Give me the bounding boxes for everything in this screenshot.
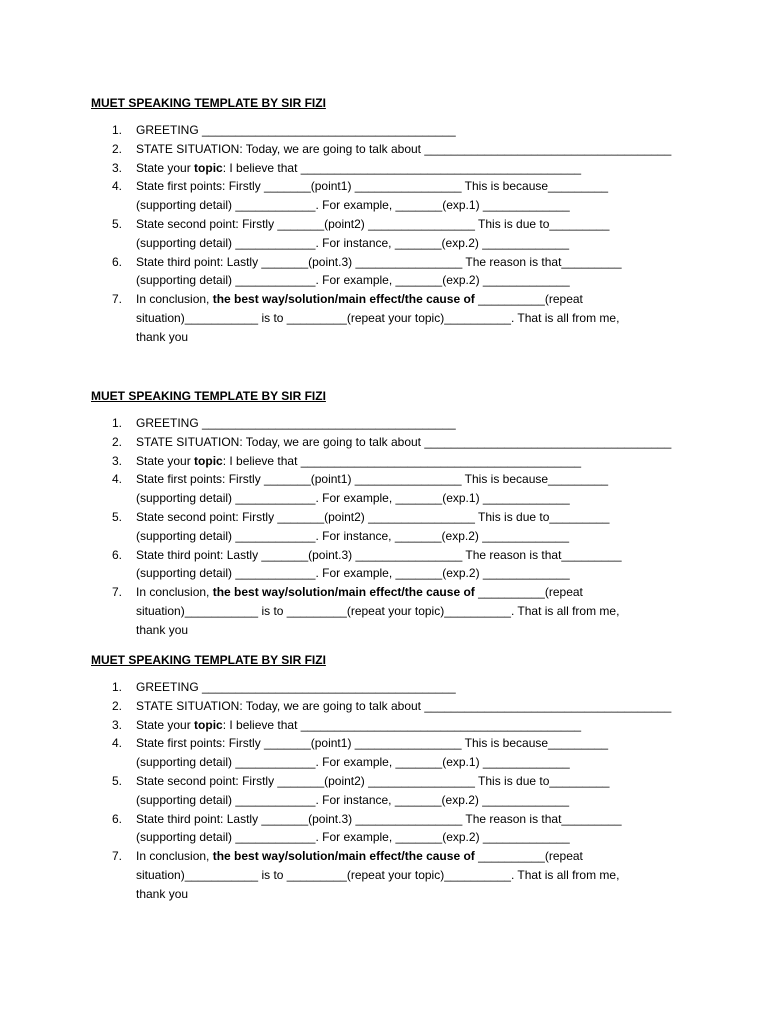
- list-number: 5.: [112, 773, 123, 788]
- list-number: 6.: [112, 811, 123, 826]
- item-text: situation)___________ is to _________(repeat your topic)__________. That is all from me,: [136, 310, 620, 325]
- template-block-2: [91, 388, 691, 640]
- item-line: [136, 177, 691, 196]
- item-line: [136, 433, 691, 452]
- list-number: 7.: [112, 292, 123, 307]
- item-line: [136, 602, 691, 621]
- item-line: [136, 753, 691, 772]
- item-text: : I believe that __________________________________________: [222, 717, 582, 732]
- item-line: [136, 328, 691, 347]
- item-line: [136, 309, 691, 328]
- item-text: GREETING ______________________________________: [136, 416, 456, 430]
- template-block-1: [91, 95, 691, 347]
- bold-text: topic: [194, 717, 223, 732]
- template-list: [91, 414, 691, 640]
- item-line: [136, 196, 691, 215]
- list-number: 2.: [112, 141, 123, 156]
- item-line: [136, 716, 691, 735]
- item-text: STATE SITUATION: Today, we are going to talk about _____________________________________: [136, 141, 672, 156]
- list-item: [91, 140, 691, 159]
- list-item: [91, 215, 691, 253]
- item-text: GREETING ______________________________________: [136, 123, 456, 137]
- list-number: 7.: [112, 849, 123, 864]
- list-number: 1.: [112, 416, 123, 430]
- list-number: 4.: [112, 179, 123, 194]
- list-number: 6.: [112, 254, 123, 269]
- item-line: [136, 414, 691, 433]
- list-item: [91, 177, 691, 215]
- bold-text: topic: [194, 160, 223, 175]
- item-text: In conclusion,: [136, 292, 213, 307]
- list-item: [91, 414, 691, 433]
- template-title: MUET SPEAKING TEMPLATE BY SIR FIZI: [91, 96, 326, 110]
- item-text: thank you: [136, 329, 189, 344]
- item-line: [136, 885, 691, 904]
- list-number: 3.: [112, 160, 123, 175]
- bold-text: the best way/solution/main effect/the cause of: [212, 585, 475, 600]
- list-item: [91, 121, 691, 140]
- list-number: 4.: [112, 472, 123, 487]
- item-text: (supporting detail) ____________. For example, _______(exp.1) _____________: [136, 491, 570, 506]
- item-line: [136, 271, 691, 290]
- item-line: [136, 489, 691, 508]
- item-line: [136, 847, 691, 866]
- item-text: State your: [136, 160, 195, 175]
- item-text: STATE SITUATION: Today, we are going to talk about _____________________________________: [136, 698, 672, 713]
- list-item: [91, 697, 691, 716]
- item-text: thank you: [136, 886, 189, 901]
- item-text: State second point: Firstly _______(point2) ________________ This is due to_________: [136, 216, 610, 231]
- item-text: State first points: Firstly _______(point1) ________________ This is because_________: [136, 179, 609, 194]
- list-number: 3.: [112, 717, 123, 732]
- list-number: 6.: [112, 547, 123, 562]
- template-title: MUET SPEAKING TEMPLATE BY SIR FIZI: [91, 653, 326, 667]
- list-number: 1.: [112, 680, 123, 694]
- item-text: STATE SITUATION: Today, we are going to talk about _____________________________________: [136, 434, 672, 449]
- item-text: __________(repeat: [474, 585, 583, 600]
- list-item: [91, 772, 691, 810]
- item-line: [136, 697, 691, 716]
- item-line: [136, 810, 691, 829]
- item-text: State third point: Lastly _______(point.3) ________________ The reason is that_________: [136, 547, 622, 562]
- item-line: [136, 866, 691, 885]
- item-line: [136, 546, 691, 565]
- item-line: [136, 159, 691, 178]
- list-item: [91, 546, 691, 584]
- item-line: [136, 121, 691, 140]
- item-line: [136, 452, 691, 471]
- item-line: [136, 734, 691, 753]
- item-line: [136, 234, 691, 253]
- item-line: [136, 791, 691, 810]
- item-line: [136, 253, 691, 272]
- list-item: [91, 159, 691, 178]
- item-text: State third point: Lastly _______(point.3) ________________ The reason is that_________: [136, 811, 622, 826]
- item-text: thank you: [136, 622, 189, 637]
- item-text: : I believe that __________________________________________: [222, 160, 582, 175]
- list-item: [91, 734, 691, 772]
- item-text: State your: [136, 717, 195, 732]
- item-text: State second point: Firstly _______(point2) ________________ This is due to_________: [136, 509, 610, 524]
- item-line: [136, 215, 691, 234]
- template-block-3: [91, 652, 691, 904]
- item-text: (supporting detail) ____________. For example, _______(exp.2) _____________: [136, 273, 570, 288]
- list-number: 2.: [112, 434, 123, 449]
- item-text: __________(repeat: [474, 849, 583, 864]
- bold-text: the best way/solution/main effect/the cause of: [212, 849, 475, 864]
- item-text: State first points: Firstly _______(point1) ________________ This is because_________: [136, 472, 609, 487]
- item-line: [136, 621, 691, 640]
- list-item: [91, 810, 691, 848]
- template-title: MUET SPEAKING TEMPLATE BY SIR FIZI: [91, 389, 326, 403]
- bold-text: topic: [194, 453, 223, 468]
- item-text: State first points: Firstly _______(point1) ________________ This is because_________: [136, 736, 609, 751]
- list-number: 2.: [112, 698, 123, 713]
- item-text: GREETING ______________________________________: [136, 680, 456, 694]
- template-list: [91, 121, 691, 347]
- item-line: [136, 564, 691, 583]
- item-line: [136, 772, 691, 791]
- item-text: (supporting detail) ____________. For instance, _______(exp.2) _____________: [136, 792, 569, 807]
- list-item: [91, 716, 691, 735]
- bold-text: the best way/solution/main effect/the cause of: [212, 292, 475, 307]
- list-item: [91, 678, 691, 697]
- item-text: State your: [136, 453, 195, 468]
- list-item: [91, 847, 691, 903]
- item-text: situation)___________ is to _________(repeat your topic)__________. That is all from me,: [136, 867, 620, 882]
- item-text: : I believe that __________________________________________: [222, 453, 582, 468]
- item-text: In conclusion,: [136, 585, 213, 600]
- item-text: (supporting detail) ____________. For instance, _______(exp.2) _____________: [136, 235, 569, 250]
- item-text: situation)___________ is to _________(repeat your topic)__________. That is all from me,: [136, 603, 620, 618]
- item-text: __________(repeat: [474, 292, 583, 307]
- list-number: 5.: [112, 216, 123, 231]
- item-text: State third point: Lastly _______(point.3) ________________ The reason is that_________: [136, 254, 622, 269]
- list-number: 5.: [112, 509, 123, 524]
- list-item: [91, 253, 691, 291]
- item-line: [136, 290, 691, 309]
- item-line: [136, 828, 691, 847]
- list-number: 1.: [112, 123, 123, 137]
- list-number: 4.: [112, 736, 123, 751]
- item-line: [136, 470, 691, 489]
- item-text: In conclusion,: [136, 849, 213, 864]
- item-text: (supporting detail) ____________. For example, _______(exp.1) _____________: [136, 755, 570, 770]
- list-item: [91, 583, 691, 639]
- item-line: [136, 527, 691, 546]
- item-text: State second point: Firstly _______(point2) ________________ This is due to_________: [136, 773, 610, 788]
- list-number: 7.: [112, 585, 123, 600]
- list-item: [91, 433, 691, 452]
- list-item: [91, 290, 691, 346]
- list-number: 3.: [112, 453, 123, 468]
- item-text: (supporting detail) ____________. For example, _______(exp.2) _____________: [136, 830, 570, 845]
- item-line: [136, 140, 691, 159]
- item-line: [136, 583, 691, 602]
- list-item: [91, 470, 691, 508]
- template-list: [91, 678, 691, 904]
- item-text: (supporting detail) ____________. For example, _______(exp.1) _____________: [136, 198, 570, 213]
- item-line: [136, 678, 691, 697]
- item-text: (supporting detail) ____________. For example, _______(exp.2) _____________: [136, 566, 570, 581]
- list-item: [91, 508, 691, 546]
- item-line: [136, 508, 691, 527]
- list-item: [91, 452, 691, 471]
- item-text: (supporting detail) ____________. For instance, _______(exp.2) _____________: [136, 528, 569, 543]
